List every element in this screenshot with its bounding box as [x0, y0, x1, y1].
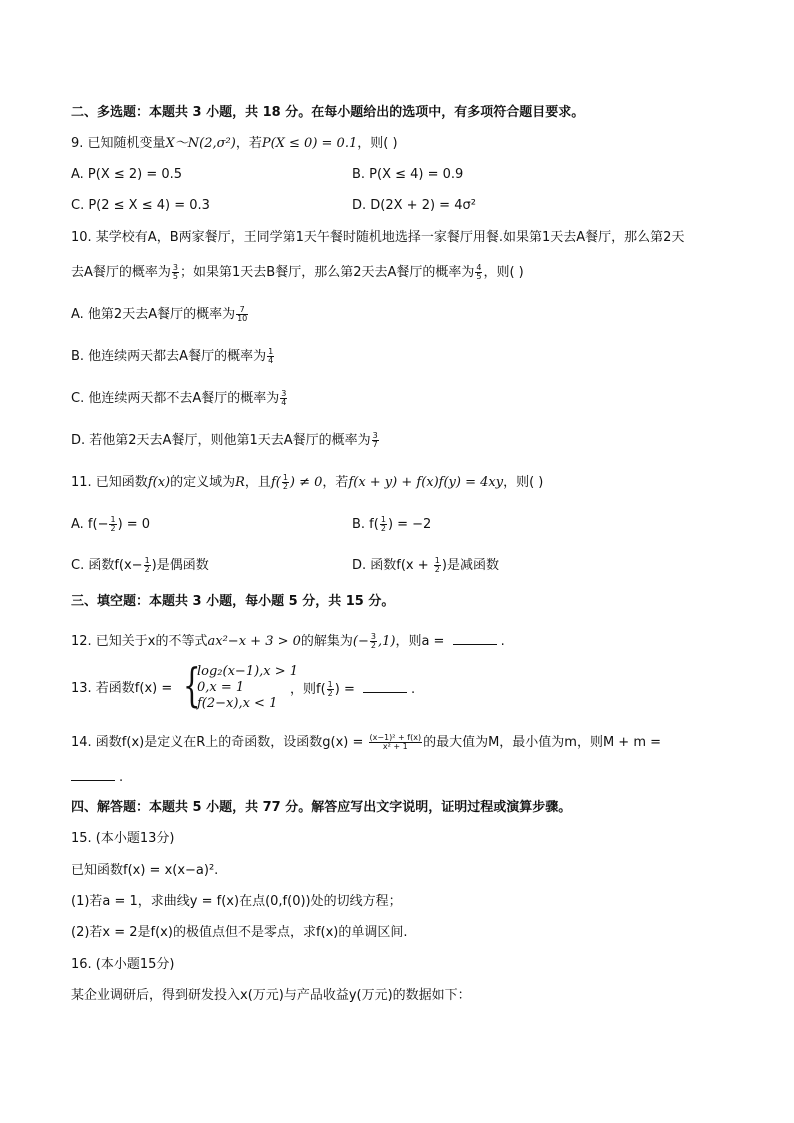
q13-answer-blank[interactable] [363, 680, 407, 693]
denominator: 10 [237, 314, 248, 323]
denominator: 2 [110, 524, 116, 533]
q13-text: ，则f( [290, 682, 326, 697]
q11-text: ，则( ) [503, 475, 544, 490]
q10-option-b [71, 348, 275, 366]
q11-text: 的定义域为 [170, 475, 236, 490]
numerator: 1 [110, 515, 116, 524]
denominator: x² + 1 [382, 742, 408, 751]
q10-text-b: ；如果第1天去B餐厅，那么第2天去A餐厅的概率为 [180, 265, 475, 280]
option-fraction [144, 557, 151, 574]
q10-option-c [71, 390, 288, 408]
q11-text: ，且 [244, 475, 271, 490]
option-fraction [109, 516, 116, 533]
q9-stem-text: 9. 已知随机变量 [71, 136, 166, 151]
q9-stem [71, 135, 398, 153]
denominator: 4 [281, 398, 287, 407]
q12-answer-blank[interactable] [453, 632, 497, 645]
q12-text: 12. 已知关于x的不等式 [71, 634, 208, 649]
q13-text: ) = [334, 682, 359, 697]
numerator: 1 [268, 347, 274, 356]
q13-fraction [327, 681, 334, 698]
section-3-header: 三、填空题：本题共 3 小题，每小题 5 分，共 15 分。 [71, 594, 395, 609]
q11-math: f( [270, 475, 281, 490]
denominator: 2 [370, 641, 376, 650]
q11-option-b [352, 516, 431, 534]
q10-stem-line1: 10. 某学校有A，B两家餐厅，王同学第1天午餐时随机地选择一家餐厅用餐.如果第1天去A餐厅，那么第2天 [71, 230, 685, 245]
denominator: 4 [268, 356, 274, 365]
q11-math: ) ≠ 0 [289, 475, 323, 490]
q11-domain: R [235, 475, 245, 490]
q15-part-2: (2)若x = 2是f(x)的极值点但不是零点，求f(x)的单调区间. [71, 925, 408, 940]
q9-condition: P(X ≤ 0) = 0.1 [261, 136, 358, 151]
denominator: 2 [282, 482, 288, 491]
q9-stem-text2: ，若 [235, 136, 262, 151]
q14-answer-line [71, 768, 123, 787]
q10-fraction-1 [172, 264, 179, 281]
q16-title: 16. (本小题15分) [71, 957, 175, 972]
q11-stem [71, 474, 543, 492]
q11-option-c [71, 557, 209, 575]
q10-stem-line2 [71, 264, 524, 282]
option-fraction [267, 348, 274, 365]
q12-stem [71, 632, 505, 651]
option-text: ) = −2 [387, 517, 432, 532]
numerator: 4 [476, 263, 482, 272]
numerator: 7 [236, 306, 248, 315]
piecewise-brace: { [183, 658, 201, 712]
q11-text: ，若 [322, 475, 349, 490]
numerator: 1 [144, 556, 150, 565]
numerator: 1 [282, 473, 288, 482]
q9-option-a: A. P(X ≤ 2) = 0.5 [71, 167, 183, 182]
q9-option-d: D. D(2X + 2) = 4σ² [352, 198, 476, 213]
numerator: 3 [172, 263, 178, 272]
q11-fraction [282, 474, 289, 491]
q14-fraction [369, 734, 423, 751]
option-text: )是减函数 [441, 558, 499, 573]
denominator: 2 [327, 689, 333, 698]
denominator: 2 [380, 524, 386, 533]
denominator: 2 [434, 565, 440, 574]
numerator: (x−1)² + f(x) [369, 733, 422, 742]
q14-text: 的最大值为M，最小值为m，则M + m = [423, 735, 662, 750]
option-fraction [434, 557, 441, 574]
option-text: A. 他第2天去A餐厅的概率为 [71, 307, 236, 322]
q10-fraction-2 [475, 264, 482, 281]
q9-distribution: X～N(2,σ²) [165, 136, 236, 151]
numerator: 1 [327, 680, 333, 689]
q13-period: . [410, 682, 416, 697]
q14-period: . [119, 770, 124, 785]
denominator: 7 [372, 440, 378, 449]
option-fraction [280, 390, 287, 407]
q12-inequality: ax²−x + 3 > 0 [207, 634, 301, 649]
denominator: 5 [172, 272, 178, 281]
option-text: D. 函数f(x + [352, 558, 433, 573]
q9-option-c: C. P(2 ≤ X ≤ 4) = 0.3 [71, 198, 210, 213]
q11-option-a [71, 516, 150, 534]
q15-part-1: (1)若a = 1，求曲线y = f(x)在点(0,f(0))处的切线方程； [71, 894, 402, 909]
option-text: B. f( [352, 517, 379, 532]
q12-interval: (− [352, 634, 369, 649]
option-text: D. 若他第2天去A餐厅，则他第1天去A餐厅的概率为 [71, 433, 371, 448]
denominator: 2 [144, 565, 150, 574]
q14-text: 14. 函数f(x)是定义在R上的奇函数，设函数g(x) = [71, 735, 368, 750]
numerator: 1 [434, 556, 440, 565]
q9-option-b: B. P(X ≤ 4) = 0.9 [352, 167, 464, 182]
q12-period: . [500, 634, 505, 649]
q12-fraction [370, 633, 377, 650]
option-text: C. 他连续两天都不去A餐厅的概率为 [71, 391, 280, 406]
q9-stem-text3: ，则( ) [357, 136, 398, 151]
numerator: 3 [370, 632, 376, 641]
q12-interval: ,1) [377, 634, 396, 649]
q10-option-a [71, 306, 249, 324]
option-text: A. f(− [71, 517, 109, 532]
q10-option-d [71, 432, 380, 450]
q15-stem: 已知函数f(x) = x(x−a)². [71, 863, 219, 878]
numerator: 1 [380, 515, 386, 524]
q11-equation: f(x + y) + f(x)f(y) = 4xy [348, 475, 504, 490]
option-text: )是偶函数 [151, 558, 209, 573]
q16-stem: 某企业调研后，得到研发投入x(万元)与产品收益y(万元)的数据如下： [71, 988, 471, 1003]
numerator: 3 [281, 389, 287, 398]
q13-piece-3: f(2−x),x < 1 [197, 696, 278, 711]
section-2-header: 二、多选题：本题共 3 小题，共 18 分。在每小题给出的选项中，有多项符合题目要求。 [71, 105, 585, 120]
denominator: 5 [476, 272, 482, 281]
q13-piece-1: log₂(x−1),x > 1 [197, 664, 299, 679]
q13-tail [290, 680, 415, 699]
q11-option-d [352, 557, 499, 575]
q10-text-a: 去A餐厅的概率为 [71, 265, 171, 280]
option-fraction [236, 306, 248, 323]
q11-func: f(x) [147, 475, 171, 490]
option-text: C. 函数f(x− [71, 558, 143, 573]
q14-answer-blank[interactable] [71, 768, 115, 781]
option-fraction [372, 432, 379, 449]
q15-title: 15. (本小题13分) [71, 831, 175, 846]
q13-piece-2: 0,x = 1 [197, 680, 245, 695]
q11-text: 11. 已知函数 [71, 475, 148, 490]
option-fraction [380, 516, 387, 533]
option-text: ) = 0 [117, 517, 151, 532]
section-4-header: 四、解答题：本题共 5 小题，共 77 分。解答应写出文字说明，证明过程或演算步骤。 [71, 800, 572, 815]
q12-text: 的解集为 [300, 634, 353, 649]
numerator: 3 [372, 431, 378, 440]
q14-stem [71, 734, 661, 752]
option-text: B. 他连续两天都去A餐厅的概率为 [71, 349, 267, 364]
q10-text-c: ，则( ) [483, 265, 524, 280]
q13-lead: 13. 若函数f(x) = [71, 681, 173, 696]
q12-text: ，则a = [395, 634, 449, 649]
